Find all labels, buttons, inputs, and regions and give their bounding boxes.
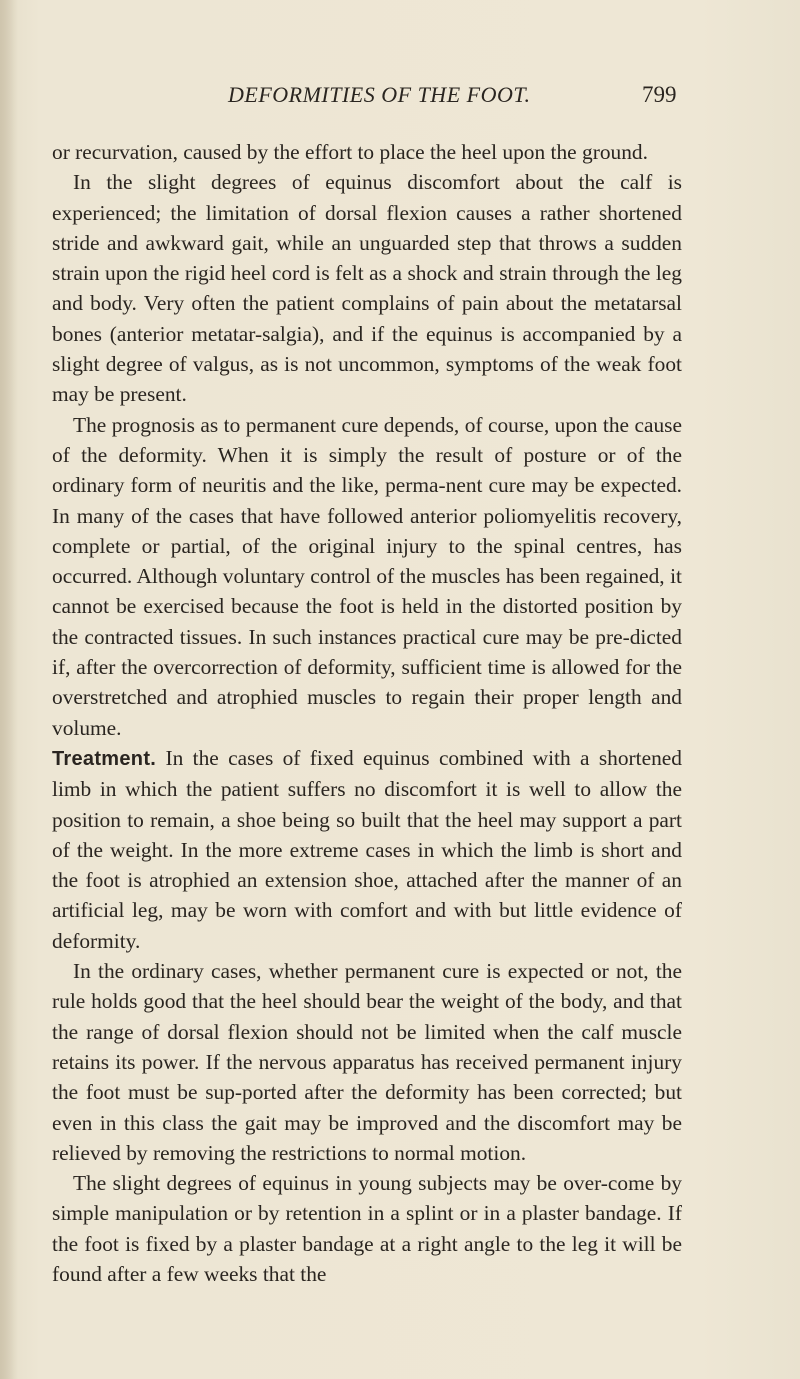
page-gutter-shadow [0, 0, 18, 1379]
paragraph-treatment [52, 743, 682, 956]
paragraph-ordinary-cases: In the ordinary cases, whether permanent cure is expected or not, the rule holds good that the heel should bear the weight of the body, and that the range of dorsal flexion should not be limited when the calf muscle retains its power. If the nervous apparatus has received permanent injury the foot must be sup-ported after the deformity has been corrected; but even in this class the gait may be improved and the discomfort may be relieved by removing the restrictions to normal motion. [52, 959, 682, 1165]
section-heading-treatment: Treatment. [52, 747, 157, 770]
paragraph-continuation: or recurvation, caused by the effort to place the heel upon the ground. [52, 140, 648, 164]
paragraph-slight-degrees: The slight degrees of equinus in young subjects may be over-come by simple manipulation or by retention in a splint or in a plaster bandage. If the foot is fixed by a plaster bandage at a right angle to the leg it will be found after a few weeks that the [52, 1171, 682, 1286]
running-head: DEFORMITIES OF THE FOOT. [228, 82, 531, 107]
paragraph-symptoms: In the slight degrees of equinus discomfort about the calf is experienced; the limitation of dorsal flexion causes a rather shortened stride and awkward gait, while an unguarded step that throws a sudden strain upon the rigid heel cord is felt as a shock and strain through the leg and body. Very often the patient complains of pain about the metatarsal bones (anterior metatar-salgia), and if the equinus is accompanied by a slight degree of valgus, as is not uncommon, symptoms of the weak foot may be present. [52, 170, 682, 407]
paragraph-prognosis: The prognosis as to permanent cure depends, of course, upon the cause of the deformity. When it is simply the result of posture or of the ordinary form of neuritis and the like, perma-nent cure may be expected. In many of the cases that have followed anterior poliomyelitis recovery, complete or partial, of the original injury to the spinal centres, has occurred. Although voluntary control of the muscles has been regained, it cannot be exercised because the foot is held in the distorted position by the contracted tissues. In such instances practical cure may be pre-dicted if, after the overcorrection of deformity, sufficient time is allowed for the overstretched and atrophied muscles to regain their proper length and volume. [52, 412, 682, 740]
page-header [0, 82, 800, 112]
paragraph-treatment-text: In the cases of fixed equinus combined with a shortened limb in which the patient suffers no discomfort it is well to allow the position to remain, a shoe being so built that the heel may support a part of the weight. In the more extreme cases in which the limb is short and the foot is atrophied an extension shoe, attached after the manner of an artificial leg, may be worn with comfort and with but little evidence of deformity. [52, 745, 682, 953]
page-number: 799 [642, 82, 677, 107]
body-text [52, 137, 682, 1289]
